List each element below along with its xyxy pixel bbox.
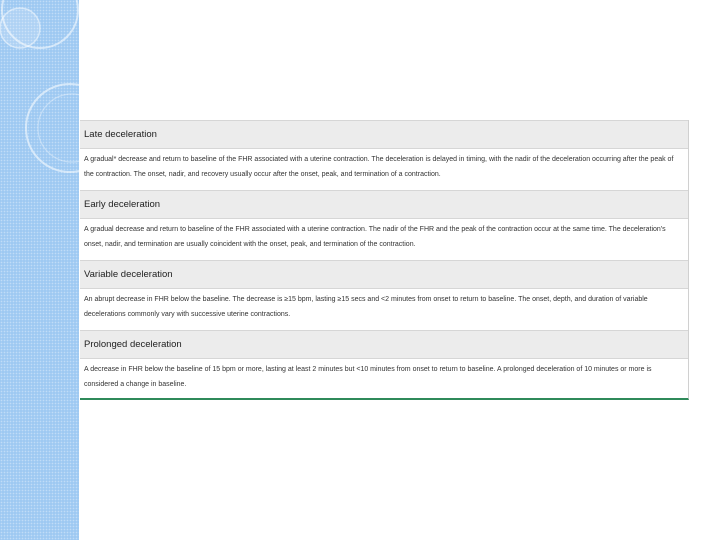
prolonged-deceleration-heading bbox=[80, 330, 688, 359]
prolonged-deceleration-definition: A decrease in FHR below the baseline of 15 bpm or more, lasting at least 2 minutes but <10 minutes from onset to return to baseline. A prolonged deceleration of 10 minutes or more is considered a change in baseline. bbox=[84, 366, 652, 388]
early-deceleration-heading bbox=[80, 190, 688, 219]
side-decoration-band bbox=[0, 0, 79, 540]
early-deceleration-definition: A gradual decrease and return to baseline of the FHR associated with a uterine contraction. The nadir of the FHR and the peak of the contraction occur at the same time. The deceleration's onset, nadir, and termination are usually coincident with the onset, peak, and termination of the contraction. bbox=[84, 226, 666, 248]
late-deceleration-definition: A gradual* decrease and return to baseline of the FHR associated with a uterine contraction. The deceleration is delayed in timing, with the nadir of the deceleration occurring after the peak of the contraction. The onset, nadir, and recovery usually occur after the onset, peak, and termination of a contraction. bbox=[84, 156, 674, 178]
deceleration-definitions-table bbox=[80, 120, 689, 400]
row-title: Variable deceleration bbox=[84, 269, 173, 280]
variable-deceleration-definition: An abrupt decrease in FHR below the baseline. The decrease is ≥15 bpm, lasting ≥15 secs and <2 minutes from onset to return to baseline. The onset, depth, and duration of variable decelerations commonly vary with successive uterine contractions. bbox=[84, 296, 648, 318]
row-title: Prolonged deceleration bbox=[84, 339, 182, 350]
row-title: Early deceleration bbox=[84, 199, 161, 210]
late-deceleration-heading bbox=[80, 120, 688, 149]
row-title: Late deceleration bbox=[84, 129, 157, 140]
variable-deceleration-heading bbox=[80, 260, 688, 289]
